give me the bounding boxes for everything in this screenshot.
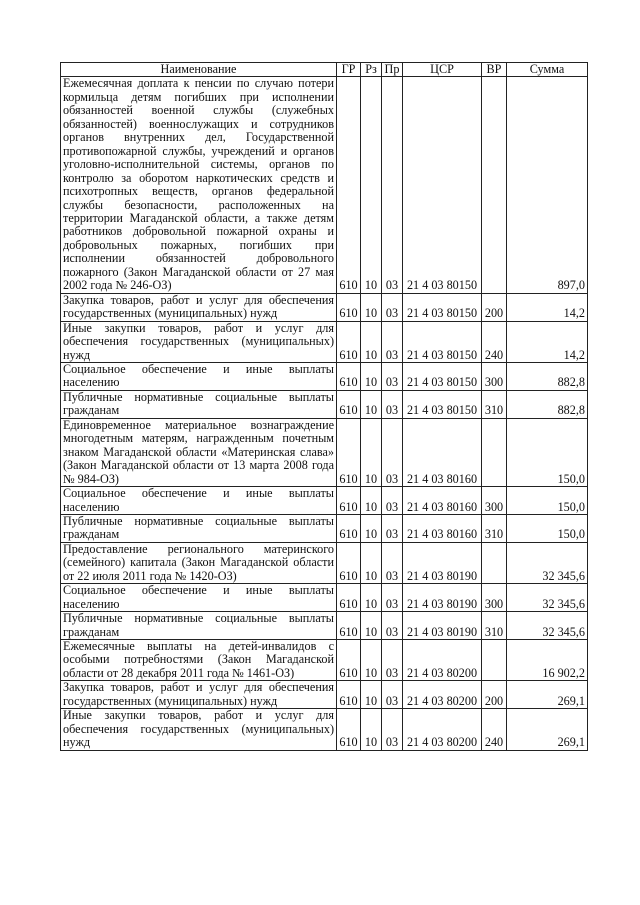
row-csr: 21 4 03 80150: [403, 390, 482, 418]
row-sum: 269,1: [507, 709, 588, 750]
row-rz: 10: [361, 709, 382, 750]
row-csr: 21 4 03 80150: [403, 321, 482, 362]
row-csr: 21 4 03 80200: [403, 681, 482, 709]
table-row: [61, 640, 588, 681]
row-sum: 32 345,6: [507, 542, 588, 583]
row-sum: 269,1: [507, 681, 588, 709]
row-rz: 10: [361, 418, 382, 486]
header-name: Наименование: [61, 63, 337, 77]
row-pr: 03: [382, 681, 403, 709]
row-gr: 610: [337, 681, 361, 709]
row-pr: 03: [382, 612, 403, 640]
row-name: Публичные нормативные социальные выплаты гражданам: [61, 390, 337, 418]
row-vr: 310: [482, 390, 507, 418]
row-sum: 150,0: [507, 418, 588, 486]
row-sum: 150,0: [507, 514, 588, 542]
row-pr: 03: [382, 487, 403, 515]
header-pr: Пр: [382, 63, 403, 77]
row-pr: 03: [382, 293, 403, 321]
row-name: Закупка товаров, работ и услуг для обеспечения государственных (муниципальных) нужд: [61, 293, 337, 321]
budget-table: [60, 62, 588, 751]
row-rz: 10: [361, 584, 382, 612]
row-rz: 10: [361, 514, 382, 542]
row-csr: 21 4 03 80200: [403, 709, 482, 750]
row-vr: 240: [482, 709, 507, 750]
row-rz: 10: [361, 640, 382, 681]
row-vr: 300: [482, 487, 507, 515]
row-vr: [482, 640, 507, 681]
row-csr: 21 4 03 80190: [403, 612, 482, 640]
row-pr: 03: [382, 321, 403, 362]
row-rz: 10: [361, 321, 382, 362]
table-row: [61, 584, 588, 612]
row-name: Иные закупки товаров, работ и услуг для обеспечения государственных (муниципальных) нужд: [61, 321, 337, 362]
row-name: Единовременное материальное вознаграждение многодетным матерям, награжденным почетным знаком Магаданской области «Материнская слава» (Закон Магаданской области от 13 марта 2008 года № 984-ОЗ): [61, 418, 337, 486]
row-csr: 21 4 03 80150: [403, 77, 482, 293]
row-gr: 610: [337, 542, 361, 583]
row-rz: 10: [361, 681, 382, 709]
header-rz: Рз: [361, 63, 382, 77]
row-csr: 21 4 03 80150: [403, 293, 482, 321]
row-gr: 610: [337, 640, 361, 681]
row-name: Иные закупки товаров, работ и услуг для обеспечения государственных (муниципальных) нужд: [61, 709, 337, 750]
row-pr: 03: [382, 418, 403, 486]
row-sum: 882,8: [507, 362, 588, 390]
header-gr: ГР: [337, 63, 361, 77]
row-rz: 10: [361, 362, 382, 390]
header-sum: Сумма: [507, 63, 588, 77]
row-sum: 32 345,6: [507, 612, 588, 640]
row-vr: [482, 542, 507, 583]
row-vr: 310: [482, 514, 507, 542]
row-rz: 10: [361, 542, 382, 583]
table-row: [61, 362, 588, 390]
row-csr: 21 4 03 80160: [403, 487, 482, 515]
row-pr: 03: [382, 514, 403, 542]
header-row: [61, 63, 588, 77]
row-vr: [482, 77, 507, 293]
table-row: [61, 487, 588, 515]
row-sum: 14,2: [507, 321, 588, 362]
row-gr: 610: [337, 321, 361, 362]
row-vr: 200: [482, 293, 507, 321]
row-vr: 300: [482, 362, 507, 390]
table-row: [61, 418, 588, 486]
row-csr: 21 4 03 80160: [403, 418, 482, 486]
row-gr: 610: [337, 487, 361, 515]
row-csr: 21 4 03 80190: [403, 542, 482, 583]
row-name: Публичные нормативные социальные выплаты гражданам: [61, 612, 337, 640]
table-row: [61, 293, 588, 321]
row-name: Закупка товаров, работ и услуг для обеспечения государственных (муниципальных) нужд: [61, 681, 337, 709]
row-vr: 240: [482, 321, 507, 362]
row-vr: [482, 418, 507, 486]
table-row: [61, 709, 588, 750]
table-row: [61, 612, 588, 640]
row-gr: 610: [337, 362, 361, 390]
row-pr: 03: [382, 362, 403, 390]
row-gr: 610: [337, 390, 361, 418]
row-name: Публичные нормативные социальные выплаты гражданам: [61, 514, 337, 542]
row-gr: 610: [337, 418, 361, 486]
table-row: [61, 681, 588, 709]
row-gr: 610: [337, 612, 361, 640]
row-pr: 03: [382, 709, 403, 750]
row-pr: 03: [382, 584, 403, 612]
row-pr: 03: [382, 390, 403, 418]
row-sum: 897,0: [507, 77, 588, 293]
row-rz: 10: [361, 77, 382, 293]
row-sum: 32 345,6: [507, 584, 588, 612]
row-name: Социальное обеспечение и иные выплаты населению: [61, 487, 337, 515]
row-name: Ежемесячные выплаты на детей-инвалидов с особыми потребностями (Закон Магаданской области от 28 декабря 2011 года № 1461-ОЗ): [61, 640, 337, 681]
row-csr: 21 4 03 80200: [403, 640, 482, 681]
row-name: Социальное обеспечение и иные выплаты населению: [61, 362, 337, 390]
row-gr: 610: [337, 77, 361, 293]
row-csr: 21 4 03 80190: [403, 584, 482, 612]
row-name: Ежемесячная доплата к пенсии по случаю потери кормильца детям погибших при исполнении обязанностей военной службы (служебных обязанностей) военнослужащих и сотрудников органов внутренних дел, Государственной противопожарной службы, учреждений и органов уголовно-исполнительной системы, органов по контролю за оборотом наркотических средств и психотропных веществ, органов федеральной службы безопасности, расположенных на территории Магаданской области, а также детям работников добровольной пожарной охраны и добровольных пожарных, погибших при исполнении обязанностей добровольного пожарного (Закон Магаданской области от 27 мая 2002 года № 246-ОЗ): [61, 77, 337, 293]
row-csr: 21 4 03 80150: [403, 362, 482, 390]
row-sum: 150,0: [507, 487, 588, 515]
row-csr: 21 4 03 80160: [403, 514, 482, 542]
table-row: [61, 390, 588, 418]
table-row: [61, 514, 588, 542]
row-pr: 03: [382, 542, 403, 583]
header-vr: ВР: [482, 63, 507, 77]
row-rz: 10: [361, 293, 382, 321]
row-sum: 14,2: [507, 293, 588, 321]
row-gr: 610: [337, 584, 361, 612]
row-gr: 610: [337, 709, 361, 750]
table-row: [61, 321, 588, 362]
row-name: Предоставление регионального материнского (семейного) капитала (Закон Магаданской области от 22 июля 2011 года № 1420-ОЗ): [61, 542, 337, 583]
row-gr: 610: [337, 293, 361, 321]
row-pr: 03: [382, 77, 403, 293]
row-name: Социальное обеспечение и иные выплаты населению: [61, 584, 337, 612]
header-csr: ЦСР: [403, 63, 482, 77]
row-pr: 03: [382, 640, 403, 681]
row-vr: 310: [482, 612, 507, 640]
row-rz: 10: [361, 612, 382, 640]
row-vr: 200: [482, 681, 507, 709]
row-sum: 16 902,2: [507, 640, 588, 681]
row-vr: 300: [482, 584, 507, 612]
row-rz: 10: [361, 487, 382, 515]
row-gr: 610: [337, 514, 361, 542]
table-row: [61, 77, 588, 293]
table-row: [61, 542, 588, 583]
row-rz: 10: [361, 390, 382, 418]
row-sum: 882,8: [507, 390, 588, 418]
